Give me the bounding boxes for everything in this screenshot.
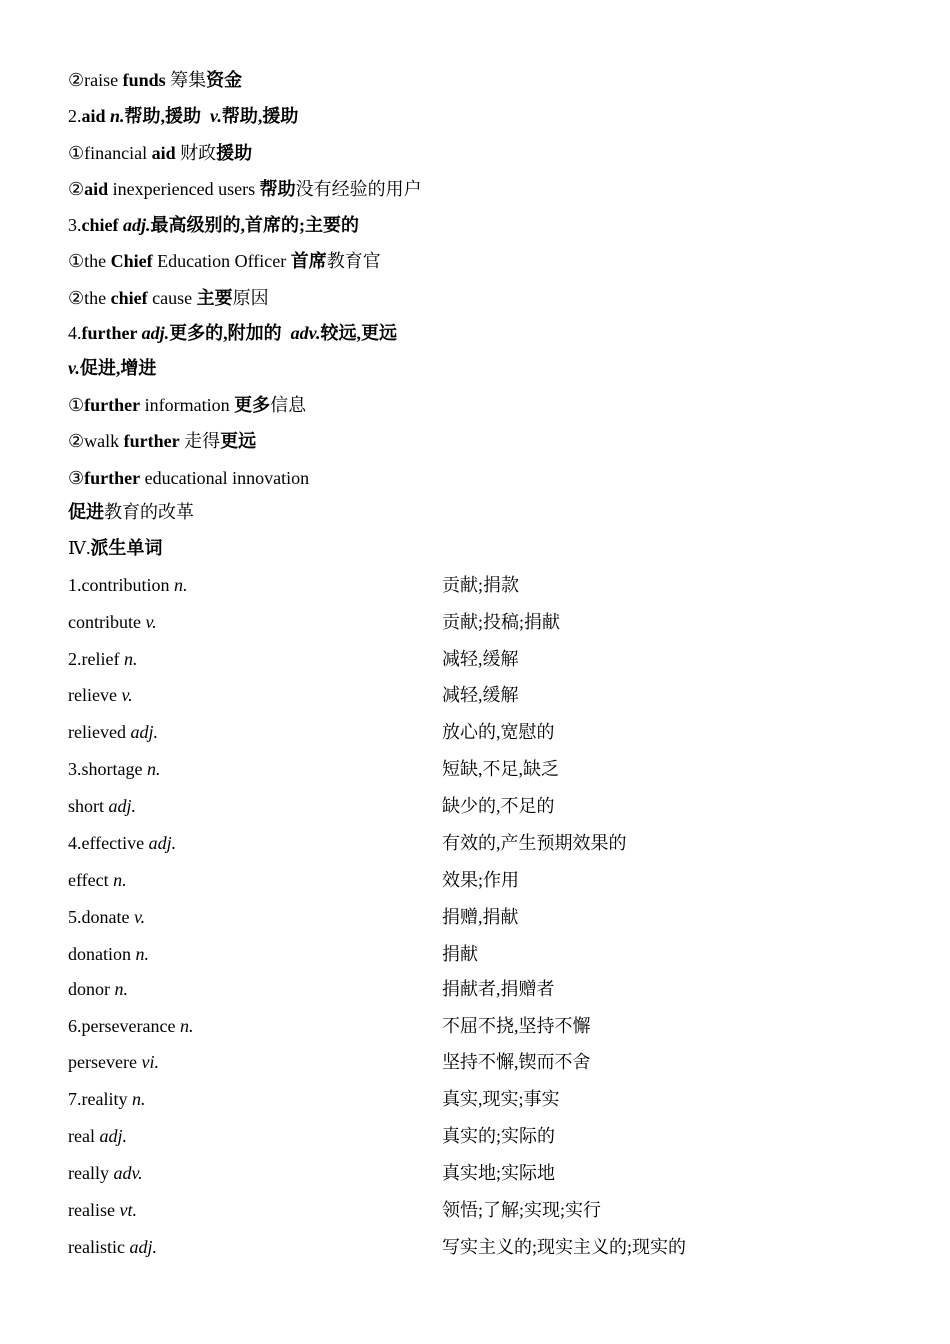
vocab-word: effect n.: [68, 870, 127, 890]
vocab-row: [68, 904, 868, 930]
vocab-word: realise vt.: [68, 1200, 137, 1220]
vocab-meaning: 写实主义的;现实主义的;现实的: [442, 1237, 687, 1257]
vocab-word: relieved adj.: [68, 722, 158, 742]
vocab-word: donor n.: [68, 979, 128, 999]
line-chief-officer: ①the Chief Education Officer 首席教育官: [68, 251, 381, 271]
vocab-row: [68, 1049, 868, 1075]
vocab-word: 7.reality n.: [68, 1089, 146, 1109]
vocab-row: [68, 1234, 868, 1260]
vocab-row: [68, 830, 868, 856]
vocab-meaning: 放心的,宽慰的: [442, 722, 555, 742]
vocab-meaning: 捐献者,捐赠者: [442, 979, 555, 999]
vocab-word: realistic adj.: [68, 1237, 157, 1257]
vocab-meaning: 短缺,不足,缺乏: [442, 759, 559, 779]
vocab-row: [68, 719, 868, 745]
vocab-row: [68, 572, 868, 598]
line-further-innovation-translation: 促进教育的改革: [68, 502, 194, 522]
vocab-meaning: 捐献: [442, 944, 478, 964]
heading-chief: 3.chief adj.最高级别的,首席的;主要的: [68, 215, 359, 235]
line-further-information: ①further information 更多信息: [68, 395, 307, 415]
vocab-word: 4.effective adj.: [68, 833, 177, 853]
vocab-row: [68, 1197, 868, 1223]
vocab-row: [68, 941, 868, 967]
vocab-row: [68, 646, 868, 672]
vocab-row: [68, 1123, 868, 1149]
vocab-meaning: 真实地;实际地: [442, 1163, 556, 1183]
heading-further: 4.further adj.更多的,附加的 adv.较远,更远: [68, 323, 397, 343]
vocab-meaning: 贡献;捐款: [442, 575, 520, 595]
vocab-row: [68, 609, 868, 635]
vocab-meaning: 捐赠,捐献: [442, 907, 519, 927]
vocab-word: really adv.: [68, 1163, 143, 1183]
vocab-meaning: 缺少的,不足的: [442, 796, 555, 816]
vocab-row: [68, 1013, 868, 1039]
vocab-meaning: 有效的,产生预期效果的: [442, 833, 627, 853]
line-chief-cause: ②the chief cause 主要原因: [68, 288, 269, 308]
vocab-row: [68, 1086, 868, 1112]
vocab-meaning: 减轻,缓解: [442, 685, 519, 705]
vocab-word: persevere vi.: [68, 1052, 159, 1072]
line-further-innovation: ③further educational innovation: [68, 468, 310, 488]
line-aid-users: ②aid inexperienced users 帮助没有经验的用户: [68, 179, 422, 199]
vocab-row: [68, 756, 868, 782]
line-further-verb: v.促进,增进: [68, 358, 157, 378]
vocab-word: 3.shortage n.: [68, 759, 161, 779]
vocab-word: relieve v.: [68, 685, 133, 705]
vocab-word: real adj.: [68, 1126, 127, 1146]
vocab-meaning: 贡献;投稿;捐献: [442, 612, 561, 632]
vocab-row: [68, 867, 868, 893]
vocab-word: 6.perseverance n.: [68, 1016, 194, 1036]
section-heading-derived-words: Ⅳ.派生单词: [68, 538, 163, 558]
vocab-word: donation n.: [68, 944, 149, 964]
line-financial-aid: ①financial aid 财政援助: [68, 143, 253, 163]
line-raise-funds: ②raise funds 筹集资金: [68, 70, 243, 90]
line-walk-further: ②walk further 走得更远: [68, 431, 257, 451]
vocab-row: [68, 976, 868, 1002]
vocab-meaning: 领悟;了解;实现;实行: [442, 1200, 602, 1220]
vocab-word: 2.relief n.: [68, 649, 138, 669]
vocab-meaning: 真实的;实际的: [442, 1126, 556, 1146]
vocab-word: 5.donate v.: [68, 907, 146, 927]
heading-aid: 2.aid n.帮助,援助 v.帮助,援助: [68, 106, 299, 126]
vocab-meaning: 真实,现实;事实: [442, 1089, 560, 1109]
vocab-meaning: 减轻,缓解: [442, 649, 519, 669]
vocab-word: 1.contribution n.: [68, 575, 188, 595]
vocab-word: contribute v.: [68, 612, 157, 632]
vocab-word: short adj.: [68, 796, 137, 816]
vocab-meaning: 坚持不懈,锲而不舍: [442, 1052, 591, 1072]
vocab-meaning: 不屈不挠,坚持不懈: [442, 1016, 591, 1036]
vocab-row: [68, 793, 868, 819]
vocab-row: [68, 1160, 868, 1186]
vocab-meaning: 效果;作用: [442, 870, 520, 890]
vocab-row: [68, 682, 868, 708]
